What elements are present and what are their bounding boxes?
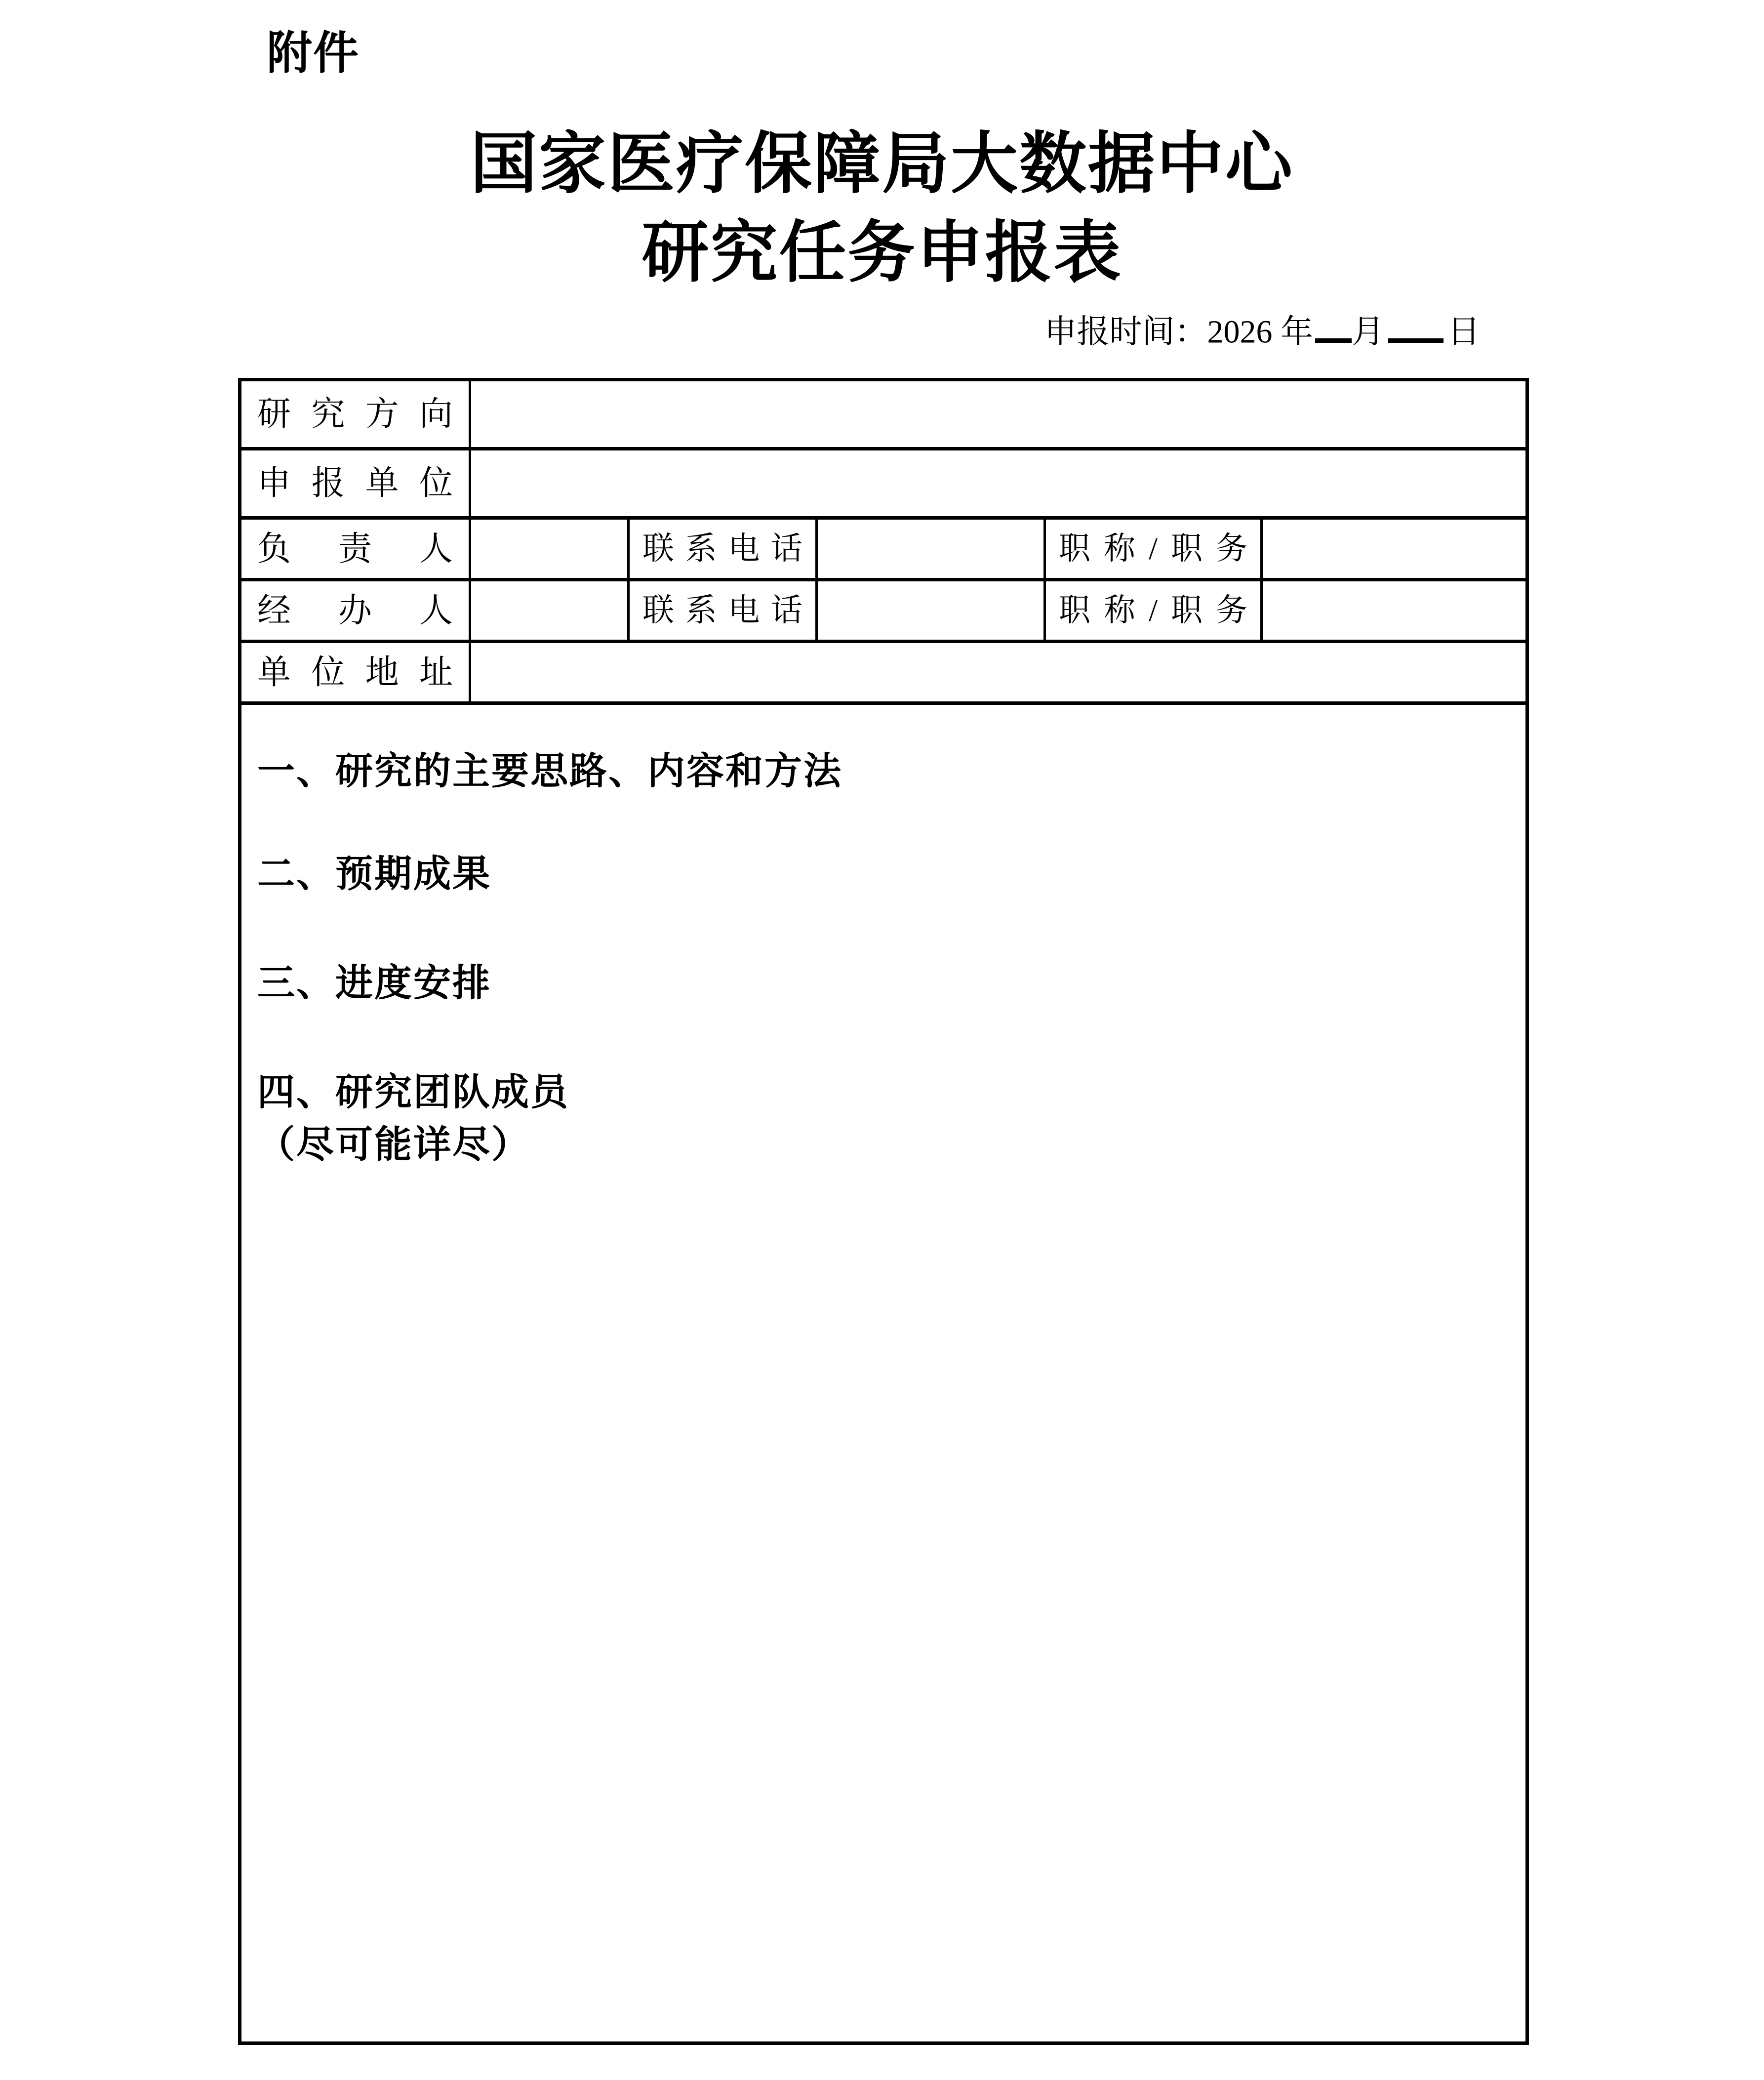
unit-address-label-cell — [241, 643, 471, 705]
handler-title-value-cell[interactable] — [1263, 581, 1525, 643]
date-day-suffix: 日 — [1447, 314, 1480, 350]
application-date-line — [1044, 307, 1481, 353]
application-form-table — [238, 378, 1529, 2045]
date-month-suffix: 月 — [1352, 314, 1384, 350]
date-month-blank-field[interactable] — [1315, 307, 1352, 343]
leader-title-value-cell[interactable] — [1263, 520, 1525, 581]
section-heading-4-note: （尽可能详尽） — [257, 1124, 530, 1166]
handler-label: 经办人 — [257, 591, 453, 629]
leader-phone-label: 联系电话 — [642, 530, 802, 566]
handler-name-value-cell[interactable] — [471, 581, 630, 643]
document-title-line2: 研究任务申报表 — [641, 216, 1123, 290]
leader-name-value-cell[interactable] — [471, 520, 630, 581]
leader-phone-label-cell — [630, 520, 818, 581]
leader-phone-value-cell[interactable] — [818, 520, 1046, 581]
unit-address-value-cell[interactable] — [471, 643, 1525, 705]
research-direction-label: 研究方向 — [257, 395, 453, 433]
leader-title-label-cell — [1046, 520, 1263, 581]
section-heading-4: 四、研究团队成员 — [257, 1072, 569, 1113]
applicant-unit-value-cell[interactable] — [471, 450, 1525, 520]
unit-address-label: 单位地址 — [257, 653, 453, 691]
handler-label-cell — [241, 581, 471, 643]
attachment-label: 附件 — [267, 28, 360, 79]
handler-phone-value-cell[interactable] — [818, 581, 1046, 643]
handler-title-label: 职称/职务 — [1059, 592, 1247, 628]
section-heading-3: 三、进度安排 — [257, 963, 491, 1004]
research-direction-label-cell — [241, 381, 471, 450]
leader-label-cell — [241, 520, 471, 581]
handler-phone-label-cell — [630, 581, 818, 643]
handler-title-label-cell — [1046, 581, 1263, 643]
leader-label: 负责人 — [257, 530, 453, 568]
section-heading-2: 二、预期成果 — [257, 854, 491, 895]
research-direction-value-cell[interactable] — [471, 381, 1525, 450]
date-prefix-text: 申报时间：2026 年 — [1044, 314, 1313, 350]
date-day-blank-field[interactable] — [1388, 307, 1443, 343]
leader-title-label: 职称/职务 — [1059, 530, 1247, 566]
document-title-line1: 国家医疗保障局大数据中心 — [470, 127, 1294, 202]
section-heading-1: 一、研究的主要思路、内容和方法 — [257, 751, 842, 792]
applicant-unit-label: 申报单位 — [257, 464, 453, 502]
applicant-unit-label-cell — [241, 450, 471, 520]
research-content-cell[interactable] — [241, 705, 1525, 2041]
handler-phone-label: 联系电话 — [642, 592, 802, 628]
